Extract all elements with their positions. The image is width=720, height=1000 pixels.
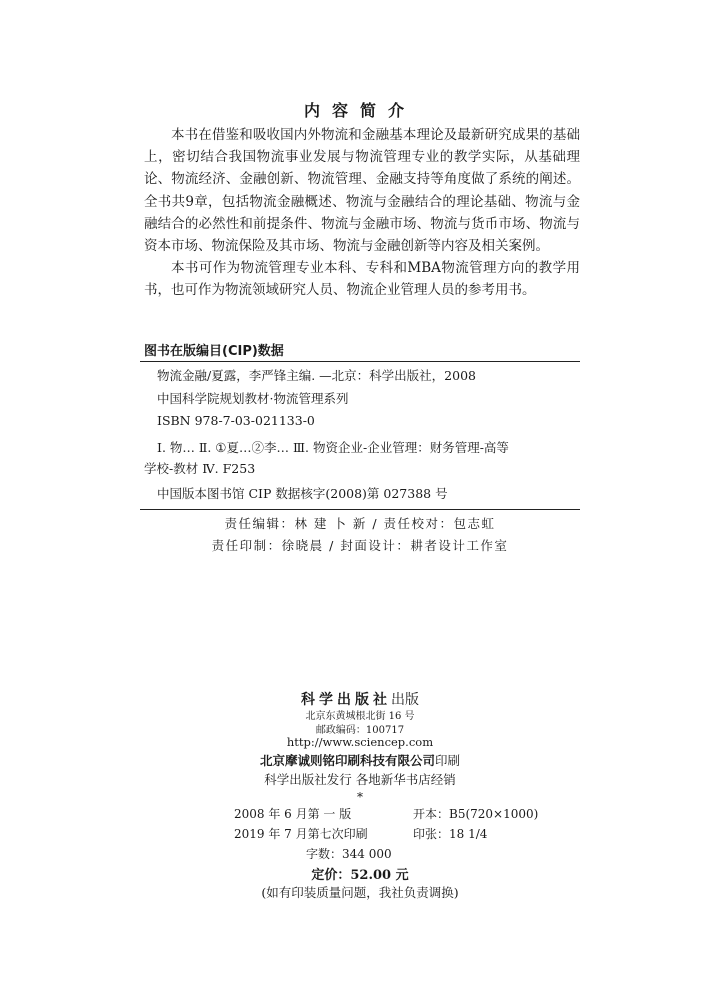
separator-star: * [357, 790, 363, 804]
cip-heading: 图书在版编目(CIP)数据 [144, 344, 284, 359]
cip-title-line: 物流金融/夏露，李严锋主编. —北京：科学出版社，2008 [157, 368, 476, 383]
price: 定价：52.00 元 [311, 868, 409, 883]
edition-info: 2008 年 6 月第 一 版 [234, 807, 352, 821]
intro-paragraph: 本书在借鉴和吸收国内外物流和金融基本理论及最新研究成果的基础上，密切结合我国物流事业发展与物流管理专业的教学实际，从基础理论、物流经济、金融创新、物流管理、金融支持等角度做了系统的阐述。全书共9章，包括物流金融概述、物流与金融结合的理论基础、物流与金融结合的必然性和前提条件、物流与金融市场、物流与货币市场、物流与资本市场、物流保险及其市场、物流与金融创新等内容及相关案例。 [144, 127, 580, 255]
cip-verification-line: 中国版本图书馆 CIP 数据核字(2008)第 027388 号 [157, 486, 448, 501]
cip-series-line: 中国科学院规划教材·物流管理系列 [157, 391, 349, 406]
format-info: 开本：B5(720×1000) [413, 807, 539, 821]
word-count: 字数：344 000 [306, 847, 392, 861]
publisher-postcode: 邮政编码：100717 [315, 725, 405, 736]
divider [140, 361, 580, 362]
intro-body [144, 124, 580, 302]
intro-paragraph: 本书可作为物流管理专业本科、专科和MBA物流管理方向的教学用书，也可作为物流领域研究人员、物流企业管理人员的参考用书。 [144, 260, 580, 299]
publisher-line [0, 689, 720, 709]
credits-editors: 责任编辑：林 建 卜 新 / 责任校对：包志虹 [224, 516, 496, 531]
quality-notice: (如有印装质量问题，我社负责调换) [261, 885, 459, 900]
publisher-suffix: 出版 [391, 692, 419, 708]
divider [140, 509, 580, 510]
distribution-line: 科学出版社发行 各地新华书店经销 [264, 772, 456, 787]
cip-classification-line: Ⅰ. 物… Ⅱ. ①夏…②李… Ⅲ. 物资企业-企业管理：财务管理-高等 [157, 440, 509, 455]
publisher-name: 科学出版社 [301, 692, 391, 708]
printer-line [0, 751, 720, 769]
printer-suffix: 印刷 [435, 753, 461, 768]
printing-info: 2019 年 7 月第七次印刷 [234, 827, 368, 841]
cip-classification-line: 学校-教材 Ⅳ. F253 [144, 461, 256, 476]
intro-title: 内容简介 [303, 101, 416, 120]
credits-production: 责任印制：徐晓晨 / 封面设计：耕者设计工作室 [211, 538, 509, 553]
cip-isbn-line: ISBN 978-7-03-021133-0 [157, 413, 315, 428]
publisher-address: 北京东黄城根北街 16 号 [305, 711, 415, 722]
printer-name: 北京摩诚则铭印刷科技有限公司 [259, 753, 435, 768]
sheets-info: 印张：18 1/4 [413, 827, 488, 841]
publisher-website: http://www.sciencep.com [286, 735, 434, 749]
